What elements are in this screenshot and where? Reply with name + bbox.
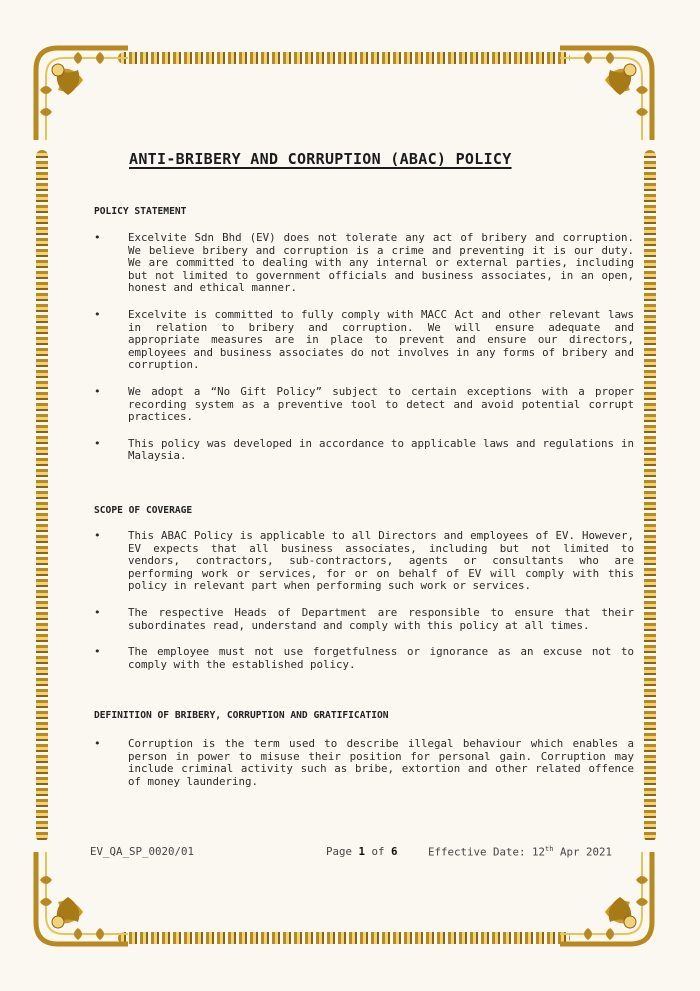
list-item [94, 738, 634, 788]
list-item [94, 438, 634, 463]
ornamental-border [28, 40, 660, 952]
page-total: 6 [391, 845, 398, 858]
page-title: ANTI-BRIBERY AND CORRUPTION (ABAC) POLICY [129, 150, 512, 168]
section-heading-scope-of-coverage: SCOPE OF COVERAGE [94, 505, 193, 516]
bullet-icon: • [94, 436, 101, 450]
document-body [94, 150, 634, 788]
list-item-text: This ABAC Policy is applicable to all Directors and employees of EV. However, EV expects that all business associates, including but not limited to vendors, contractors, sub-contractors, agents or consultants who are performing work or services, for or on behalf of EV will comply with this policy in relevant part when performing such work or services. [128, 529, 634, 593]
section-heading-policy-statement: POLICY STATEMENT [94, 206, 187, 217]
list-item [94, 646, 634, 671]
page-of: of [365, 845, 392, 858]
list-item-text: This policy was developed in accordance to applicable laws and regulations in Malaysia. [128, 436, 634, 463]
border-right-band [644, 150, 656, 842]
list-item [94, 607, 634, 632]
scope-of-coverage-list [94, 530, 634, 685]
policy-statement-list [94, 232, 634, 477]
page-number [326, 845, 398, 858]
effective-sup: th [545, 845, 554, 853]
list-item-text: Corruption is the term used to describe illegal behaviour which enables a person in power to misuse their position for personal gain. Corruption may include criminal activity such as bribe, extortion and other related offence of money laundering. [128, 737, 634, 788]
ornamental-corner-icon [555, 847, 660, 952]
bullet-icon: • [94, 737, 101, 750]
bullet-icon: • [94, 605, 101, 619]
list-item [94, 530, 634, 593]
definition-list [94, 738, 634, 802]
page-prefix: Page [326, 845, 359, 858]
section-heading-definition: DEFINITION OF BRIBERY, CORRUPTION AND GRATIFICATION [94, 710, 389, 721]
document-code: EV_QA_SP_0020/01 [90, 845, 195, 858]
bullet-icon: • [94, 231, 101, 244]
bullet-icon: • [94, 645, 101, 659]
border-top-band [118, 52, 570, 64]
effective-label: Effective Date: 12 [428, 845, 546, 859]
list-item [94, 309, 634, 372]
ornamental-corner-icon [28, 40, 133, 145]
border-bottom-band [118, 932, 570, 944]
list-item [94, 386, 634, 424]
bullet-icon: • [94, 529, 101, 542]
list-item-text: Excelvite is committed to fully comply with MACC Act and other relevant laws in relation to bribery and corruption. We will ensure adequate and appropriate measures are in place to prevent and ensure our directors, employees and business associates do not involves in any forms of bribery and corruption. [128, 307, 634, 372]
border-left-band [36, 150, 48, 842]
effective-date [428, 845, 612, 859]
list-item [94, 232, 634, 295]
list-item-text: The respective Heads of Department are responsible to ensure that their subordinates read, understand and comply with this policy at all times. [128, 605, 634, 632]
page-current: 1 [358, 845, 366, 858]
list-item-text: We adopt a “No Gift Policy” subject to certain exceptions with a proper recording system as a preventive tool to detect and avoid potential corrupt practices. [128, 384, 634, 424]
bullet-icon: • [94, 384, 101, 398]
list-item-text: The employee must not use forgetfulness or ignorance as an excuse not to comply with the established policy. [128, 645, 634, 671]
ornamental-corner-icon [555, 40, 660, 145]
effective-rest: Apr 2021 [553, 845, 612, 859]
bullet-icon: • [94, 307, 101, 321]
list-item-text: Excelvite Sdn Bhd (EV) does not tolerate any act of bribery and corruption. We believe bribery and corruption is a crime and preventing it is our duty. We are committed to dealing with any internal or external parties, including but not limited to government officials and business associates, in an open, honest and ethical manner. [128, 231, 634, 295]
ornamental-corner-icon [28, 847, 133, 952]
